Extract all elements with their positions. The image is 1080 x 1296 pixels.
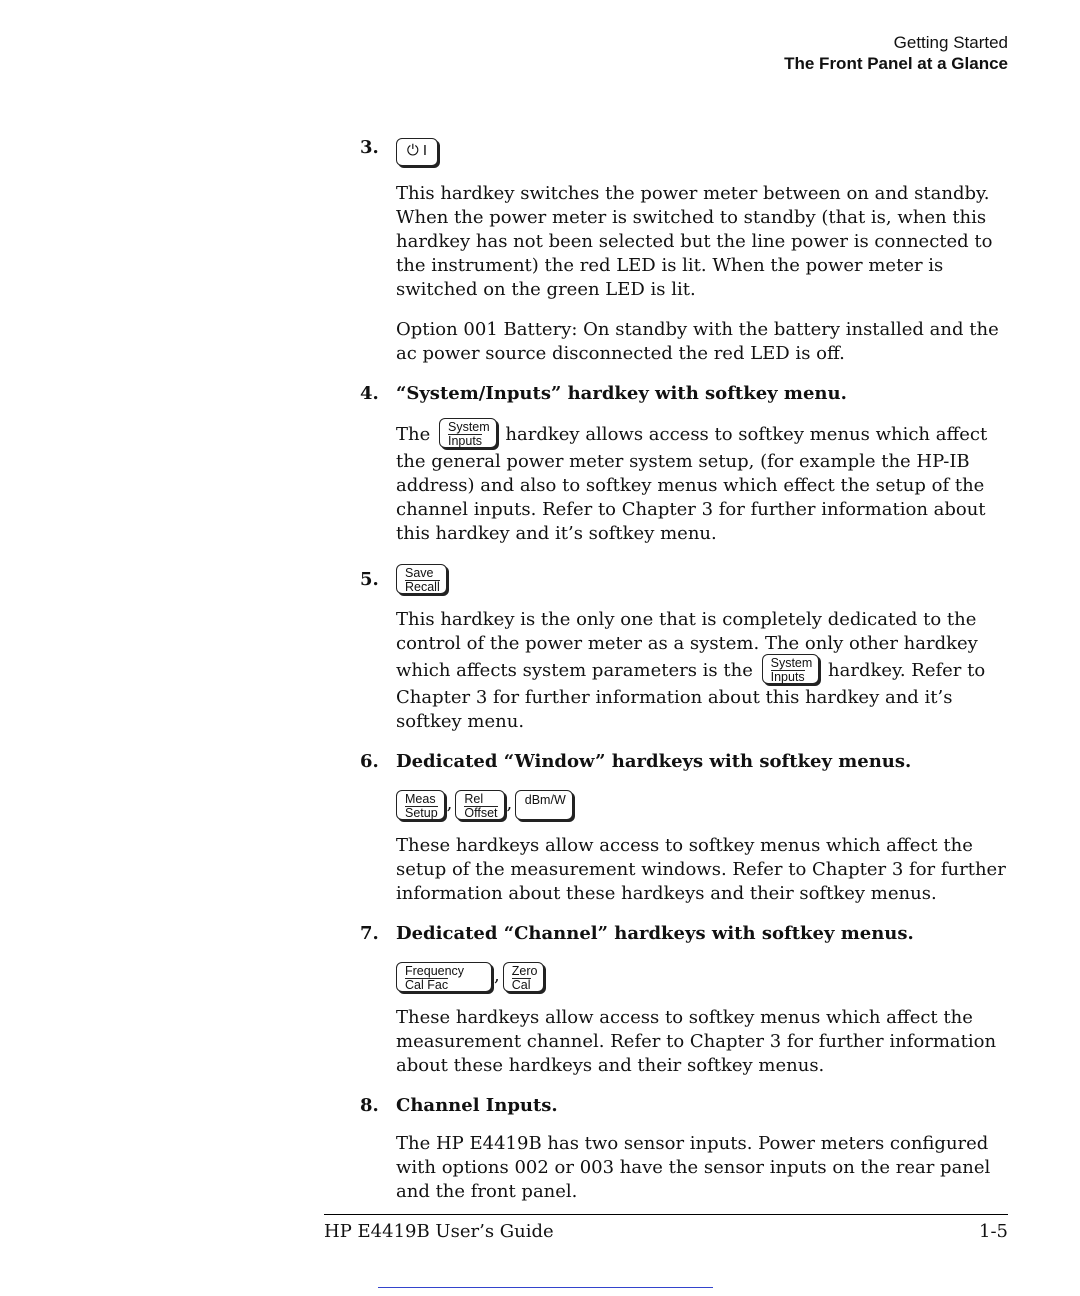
paragraph-text: hardkey. Refer to Chapter 3 for further information about this hardkey and it’s softkey menu. [396,660,986,732]
key-label: Frequency [405,964,465,978]
power-standby-key-icon: ⏻ I [396,138,438,166]
paragraph-text: This hardkey is the only one that is completely dedicated to the control of the power meter as a system. The only other hardkey which affects system parameters is the [396,609,978,681]
key-label: Inputs [448,434,483,448]
channel-keys-row: Frequency Cal Fac , Zero Cal [396,960,1008,992]
paragraph: This hardkey switches the power meter between on and standby. When the power meter is switched to standby (that is, when this hardkey has not been selected but the line power is connected to the instrument) the red LED is lit. When the power meter is switched on the green LED is lit. [396,183,993,300]
rel-offset-key-icon [455,790,504,820]
zero-cal-key-icon [503,962,545,992]
paragraph-text: The [396,424,431,445]
key-label: Offset [464,806,498,820]
item-number: 3. [360,137,379,158]
key-label: Meas [405,792,436,806]
link-underline[interactable] [378,1287,713,1288]
paragraph: These hardkeys allow access to softkey menus which affect the setup of the measurement windows. Refer to Chapter 3 for further information about these hardkeys and their softkey menus. [396,835,1006,904]
paragraph: The HP E4419B has two sensor inputs. Power meters configured with options 002 or 003 have the sensor inputs on the rear panel and the front panel. [396,1133,991,1202]
key-label: Zero [511,964,538,978]
save-recall-key-icon [396,564,447,594]
paragraph: Option 001 Battery: On standby with the battery installed and the ac power source disconnected the red LED is off. [396,319,999,364]
key-label: Inputs [770,670,805,684]
item-number: 8. [360,1095,379,1116]
item-heading: Dedicated “Channel” hardkeys with softkey menus. [396,923,914,944]
key-label: Cal [511,978,531,992]
list-item [360,922,1008,1078]
running-header [784,32,1008,74]
key-label: System [448,420,490,434]
guide-title: HP E4419B User’s Guide [324,1221,554,1242]
paragraph [396,608,1008,734]
page-footer [324,1220,1008,1244]
list-item [360,562,1008,734]
footer-divider [324,1214,1008,1215]
key-label: Cal Fac [405,978,449,992]
window-keys-row: Meas Setup , Rel Offset , dBm/W [396,788,1008,820]
paragraph-text: hardkey allows access to softkey menus which affect the general power meter system setup, (for example the HP-IB address) and also to softkey menus which effect the setup of the channel inputs. Refer to Chapter 3 for further information about this hardkey and it’s softkey menu. [396,424,988,544]
key-label: Rel [464,792,484,806]
item-number: 6. [360,751,379,772]
page-content [360,136,1008,1220]
dbm-w-key-icon [515,790,573,820]
item-heading: “System/Inputs” hardkey with softkey menu. [396,383,847,404]
section-title: The Front Panel at a Glance [784,54,1008,73]
list-item [360,1094,1008,1204]
key-label: dBm/W [524,793,566,807]
item-number: 7. [360,923,379,944]
paragraph [396,420,1008,546]
system-inputs-key-icon [439,418,497,448]
system-inputs-key-icon [762,654,820,684]
key-label: Save [405,566,434,580]
list-item [360,382,1008,546]
item-number: 4. [360,383,379,404]
frequency-cal-fac-key-icon [396,962,492,992]
chapter-title: Getting Started [893,33,1008,52]
page-number: 1-5 [979,1221,1008,1242]
item-number: 5. [360,569,379,590]
list-item [360,750,1008,906]
key-label: System [770,656,813,670]
meas-setup-key-icon [396,790,445,820]
item-heading: Dedicated “Window” hardkeys with softkey menus. [396,751,912,772]
item-heading: Channel Inputs. [396,1095,558,1116]
paragraph: These hardkeys allow access to softkey menus which affect the measurement channel. Refer to Chapter 3 for further information about these hardkeys and their softkey menus. [396,1007,997,1076]
key-label: Setup [405,806,438,820]
key-label: Recall [405,580,440,594]
list-item [360,136,1008,366]
